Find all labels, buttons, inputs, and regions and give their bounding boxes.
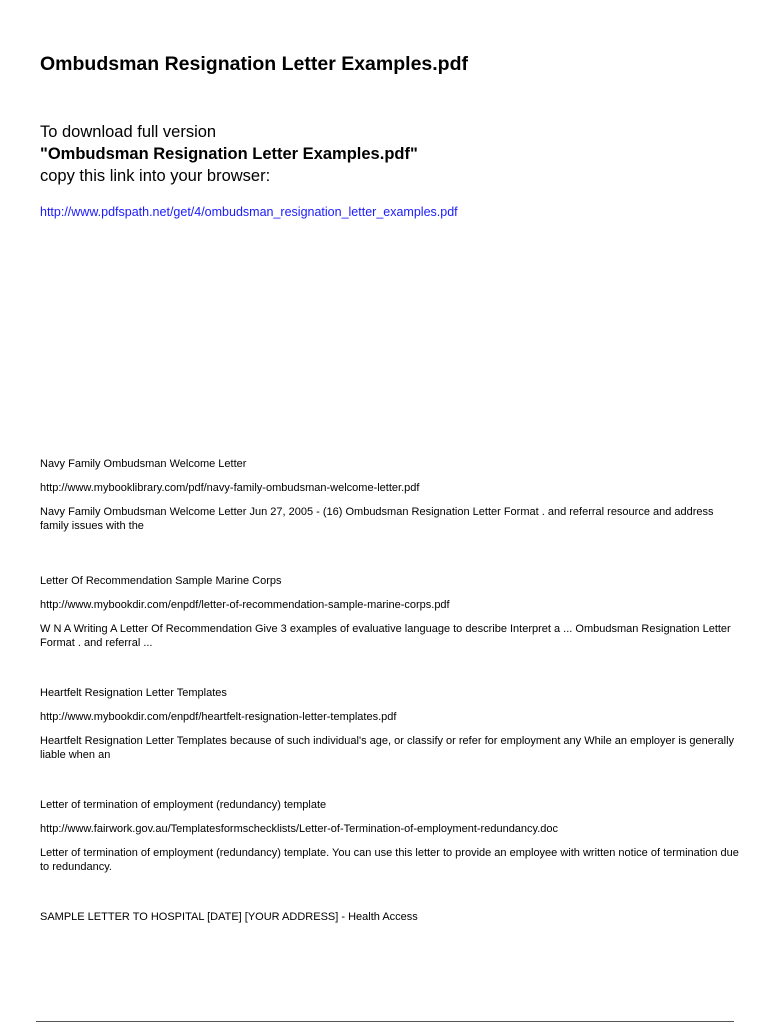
results-list bbox=[40, 457, 745, 960]
entry-title: Letter of termination of employment (redundancy) template bbox=[40, 799, 327, 811]
list-item bbox=[40, 798, 745, 874]
entry-url: http://www.mybooklibrary.com/pdf/navy-family-ombudsman-welcome-letter.pdf bbox=[40, 482, 420, 494]
entry-title: Heartfelt Resignation Letter Templates bbox=[40, 687, 227, 699]
entry-title: Navy Family Ombudsman Welcome Letter bbox=[40, 458, 247, 470]
entry-description: Heartfelt Resignation Letter Templates because of such individual's age, or classify or refer for employment any While an employer is generally liable when an bbox=[40, 735, 735, 761]
list-item bbox=[40, 457, 745, 538]
document-title: Ombudsman Resignation Letter Examples.pdf bbox=[40, 53, 468, 75]
list-item bbox=[40, 574, 745, 650]
download-line-2: "Ombudsman Resignation Letter Examples.pdf" bbox=[40, 145, 418, 163]
entry-description: Navy Family Ombudsman Welcome Letter Jun 27, 2005 - (16) Ombudsman Resignation Letter Format . and referral resource and address family issues with the bbox=[40, 506, 714, 532]
list-item bbox=[40, 686, 745, 762]
download-instructions bbox=[40, 121, 418, 187]
page-bottom-divider bbox=[36, 1021, 734, 1022]
download-line-1: To download full version bbox=[40, 123, 217, 141]
entry-url: http://www.mybookdir.com/enpdf/heartfelt-resignation-letter-templates.pdf bbox=[40, 711, 397, 723]
download-link[interactable]: http://www.pdfspath.net/get/4/ombudsman_resignation_letter_examples.pdf bbox=[40, 205, 458, 219]
entry-title: Letter Of Recommendation Sample Marine Corps bbox=[40, 575, 282, 587]
entry-title: SAMPLE LETTER TO HOSPITAL [DATE] [YOUR ADDRESS] - Health Access bbox=[40, 911, 418, 923]
entry-description: Letter of termination of employment (redundancy) template. You can use this letter to provide an employee with written notice of termination due to redundancy. bbox=[40, 847, 739, 873]
entry-description: W N A Writing A Letter Of Recommendation Give 3 examples of evaluative language to describe Interpret a ... Ombudsman Resignation Letter Format . and referral ... bbox=[40, 623, 731, 649]
list-item bbox=[40, 910, 745, 924]
entry-url: http://www.fairwork.gov.au/Templatesformschecklists/Letter-of-Termination-of-employment-redundancy.doc bbox=[40, 823, 559, 835]
download-line-3: copy this link into your browser: bbox=[40, 167, 271, 185]
entry-url: http://www.mybookdir.com/enpdf/letter-of-recommendation-sample-marine-corps.pdf bbox=[40, 599, 450, 611]
